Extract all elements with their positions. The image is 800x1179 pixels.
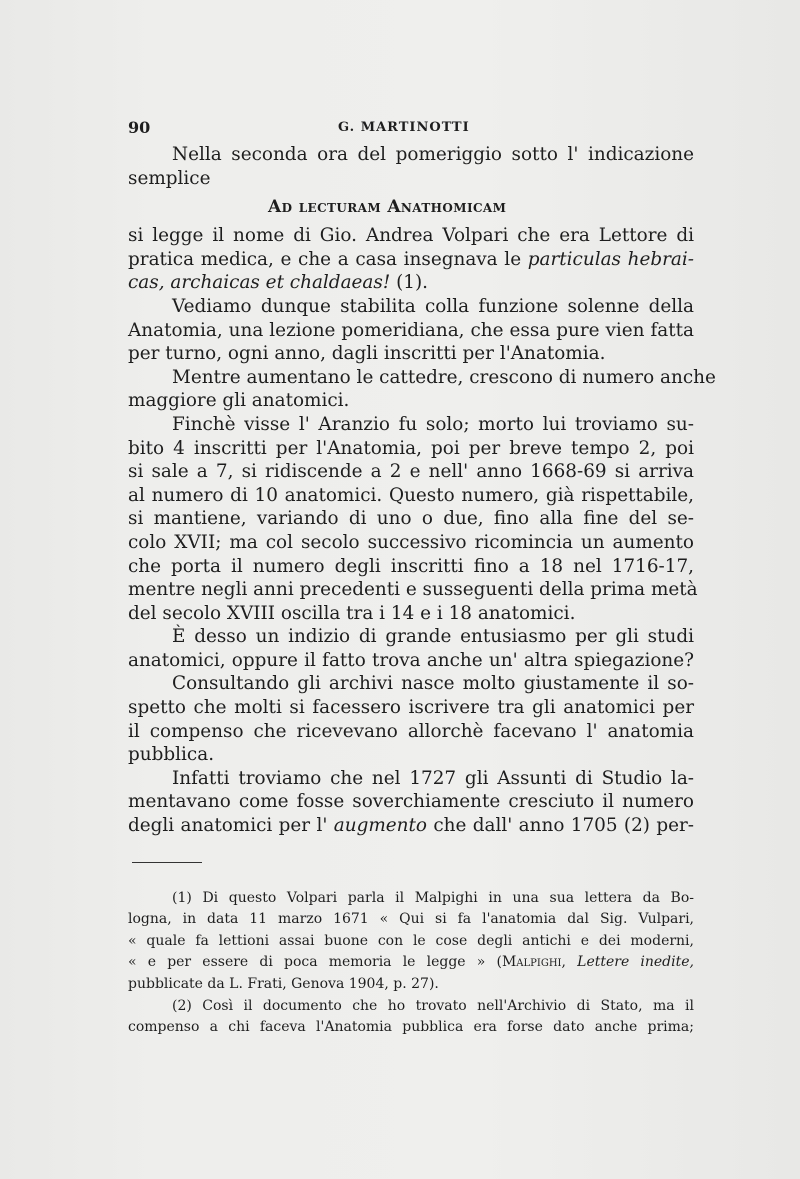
text-line: anatomici, oppure il fatto trova anche un' altra spiegazione? [128, 649, 694, 671]
text-line: che porta il numero degli inscritti fino a 18 nel 1716-17, [128, 555, 694, 577]
text-line: mentre negli anni precedenti e susseguenti della prima metà [128, 579, 698, 601]
text-span: « e per essere di poca memoria le legge » ( [128, 954, 502, 971]
text-line: al numero di 10 anatomici. Questo numero, già rispettabile, [128, 484, 694, 506]
text-line: maggiore gli anatomici. [128, 390, 350, 412]
text-line: Nella seconda ora del pomeriggio sotto l' indicazione [172, 144, 694, 165]
text-line: spetto che molti si facessero iscrivere tra gli anatomici per [128, 697, 694, 719]
text-line: Finchè visse l' Aranzio fu solo; morto lui troviamo su- [172, 413, 694, 435]
text-line: colo XVII; ma col secolo successivo ricomincia un aumento [128, 531, 694, 553]
text-line: bito 4 inscritti per l'Anatomia, poi per breve tempo 2, poi [128, 437, 694, 459]
italic-phrase: Lettere inedite, [577, 954, 694, 971]
text-span: degli anatomici per l' [128, 815, 334, 837]
text-line: Consultando gli archivi nasce molto giustamente il so- [172, 673, 694, 695]
text-span: , [561, 954, 578, 971]
text-line: si mantiene, variando di uno o due, fino alla fine del se- [128, 508, 694, 530]
text-line [128, 248, 694, 272]
footnote-ref: (1). [396, 272, 428, 294]
text-line: si sale a 7, si ridiscende a 2 e nell' anno 1668-69 si arriva [128, 461, 694, 483]
footnote-line: (1) Di questo Volpari parla il Malpighi in una sua lettera da Bo- [172, 890, 694, 906]
author-name: Malpighi [501, 954, 562, 971]
text-line: mentavano come fosse soverchiamente cresciuto il numero [128, 791, 694, 813]
text-line: del secolo XVIII oscilla tra i 14 e i 18 anatomici. [128, 602, 576, 624]
italic-phrase: particulas hebrai- [527, 248, 694, 270]
footnote-line [128, 952, 694, 973]
text-span: che dall' anno 1705 (2) per- [427, 815, 695, 837]
text-line: per turno, ogni anno, dagli inscritti per l'Anatomia. [128, 343, 606, 365]
italic-phrase: augmento [333, 815, 427, 837]
footnotes [128, 888, 694, 1040]
text-line: semplice [128, 167, 211, 189]
section-heading: Ad lecturam Anathomicam [268, 197, 507, 218]
page-header [128, 118, 692, 140]
text-line: Anatomia, una lezione pomeridiana, che essa pure vien fatta [128, 319, 694, 341]
footnote-line: compenso a chi faceva l'Anatomia pubblica era forse dato anche prima; [128, 1019, 694, 1036]
footnote-divider [132, 862, 202, 863]
text-line: Infatti troviamo che nel 1727 gli Assunti di Studio la- [172, 767, 694, 789]
italic-phrase: cas, archaicas et chaldaeas! [128, 272, 391, 294]
text-line: Mentre aumentano le cattedre, crescono di numero anche [172, 366, 716, 388]
text-line: il compenso che ricevevano allorchè facevano l' anatomia [128, 720, 694, 742]
footnote-line: pubblicate da L. Frati, Genova 1904, p. 27). [128, 975, 439, 992]
text-line: Vediamo dunque stabilita colla funzione solenne della [172, 295, 694, 317]
text-line: si legge il nome di Gio. Andrea Volpari che era Lettore di [128, 225, 694, 247]
text-line: È desso un indizio di grande entusiasmo per gli studi [172, 626, 694, 648]
text-span: pratica medica, e che a casa insegnava le [128, 248, 528, 270]
page-number: 90 [128, 118, 151, 137]
text-line: pubblica. [128, 744, 215, 766]
footnote-line: (2) Così il documento che ho trovato nell'Archivio di Stato, ma il [172, 997, 694, 1014]
running-head: G. MARTINOTTI [338, 120, 470, 135]
footnote-1 [128, 888, 694, 995]
main-text [128, 143, 716, 838]
text-line [128, 814, 694, 838]
footnote-line: logna, in data 11 marzo 1671 « Qui si fa l'anatomia dal Sig. Vulpari, [128, 911, 694, 928]
footnote-2 [128, 996, 694, 1039]
footnote-line: « quale fa lettioni assai buone con le cose degli antichi e dei moderni, [128, 932, 694, 949]
text-line [128, 271, 694, 295]
